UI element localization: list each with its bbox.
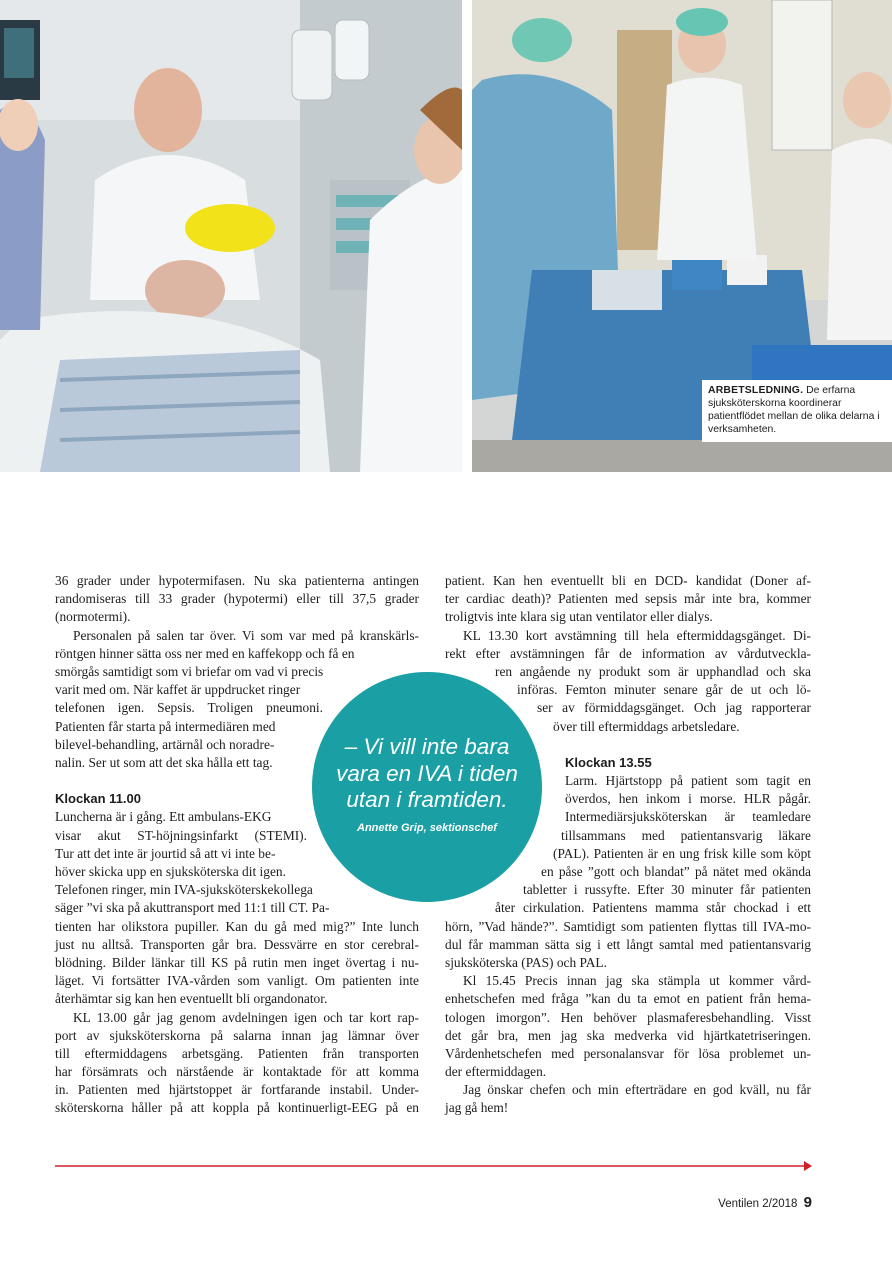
text-line: hörn, ”Vad hände?”. Samtidigt som patienten flyttas till IVA-mo- [445, 918, 811, 934]
text-line: in. Patienten med hjärtstoppet är fortfarande instabil. Under- [55, 1082, 419, 1098]
pull-quote-author: Annette Grip, sektionschef [357, 822, 497, 834]
text-line: (PAL). Patienten är en ung frisk kille som köpt [553, 845, 811, 861]
text-line: varit med om. När kaffet är uppdrucket ringer [55, 682, 301, 698]
text-line: Luncherna är i gång. Ett ambulans-EKG [55, 809, 272, 825]
text-line: visar akut ST-höjningsinfarkt (STEMI). [55, 827, 307, 843]
text-line: ter cardiac death)? Patienten med sepsis mår inte bra, kommer [445, 591, 811, 607]
text-line: tologen imorgon”. Hen behöver plasmaferesbehandling. Visst [445, 1009, 811, 1025]
text-line: Intermediärsjuksköterskan är teamledare [565, 809, 811, 825]
text-line: höver skicka upp en sjuksköterska dit igen. [55, 864, 286, 879]
text-line: bilevel-behandling, artärnål och noradre- [55, 736, 275, 752]
subhead-1355: Klockan 13.55 [565, 754, 652, 770]
text-line: Patienten får starta på intermediären med [55, 718, 276, 734]
text-line: KL 13.30 kort avstämning till hela eftermiddagsgänget. Di- [463, 627, 811, 643]
text-line: nalin. Ser ut som att det ska hålla ett tag. [55, 754, 273, 770]
footer [718, 1194, 812, 1211]
text-line: 36 grader under hypotermifasen. Nu ska patienterna antingen [55, 573, 419, 588]
text-line: återhämtar sig kan hen eventuellt bli organdonator. [55, 991, 328, 1007]
text-line: telefonen igen. Sepsis. Troligen pneumoni. [55, 700, 323, 716]
text-line: blödning. Bilder länkar till KS på rutin men inget övertag i nu- [55, 954, 419, 970]
text-line: läget. Vi fortsätter IVA-vården som vanligt. Om patienten inte [55, 973, 419, 989]
text-line: KL 13.00 går jag genom avdelningen igen och tar kort rap- [73, 1009, 419, 1025]
caption-lead: ARBETSLEDNING. [708, 385, 804, 396]
text-line: över till eftermiddags arbetsledare. [553, 718, 740, 734]
text-line: en påse ”gott och blandat” på nätet med okända [541, 864, 811, 879]
text-line: Tur att det inte är jourtid så att vi inte be- [55, 845, 276, 861]
text-line: Larm. Hjärtstopp på patient som tagit en [565, 773, 811, 789]
text-line: röntgen hinner sätta oss ner med en kaffekopp och få en [55, 645, 355, 661]
text-line: säger ”vi ska på akuttransport med 11:1 till CT. Pa- [55, 900, 330, 916]
text-line: har försämrats och närstående är kontaktade för att komma [55, 1064, 419, 1080]
caption-text: De erfarna sjuksköterskorna koordinerar patientflödet mellan de olika delarna i verksamheten. [708, 385, 880, 435]
text-line: rekt efter avstämningen får de information av vårdutveckla- [445, 645, 811, 661]
text-line: dul får mamman sätta sig i ett långt samtal med patientansvarig [445, 936, 811, 952]
page-number: 9 [803, 1194, 812, 1211]
text-line: troligtvis inte klara sig utan ventilator eller dialys. [445, 609, 713, 625]
photo-icu-bedside [0, 0, 462, 472]
publication-name: Ventilen 2/2018 [718, 1198, 798, 1210]
pull-quote-circle [312, 672, 542, 902]
text-line: till eftermiddagens arbetsgäng. Patienten från transporten [55, 1045, 419, 1061]
text-line: tillsammans med patientansvarig läkare [561, 827, 811, 843]
text-line: jag gå hem! [445, 1100, 509, 1116]
text-line: det går bra, men jag ska medverka vid hjärtkatetriseringen. [445, 1027, 811, 1043]
text-line: Personalen på salen tar över. Vi som var med på kranskärls- [73, 627, 419, 643]
text-line: enhetschefen med fråga ”kan du ta emot en patient från hema- [445, 991, 811, 1007]
photo-icu-bedside-illustration [0, 0, 462, 472]
text-line: Vårdenhetschefen med personalansvar för lösa problemet un- [445, 1045, 811, 1061]
text-line: (normotermi). [55, 609, 131, 625]
text-line: införas. Femton minuter senare går de ut och lö- [517, 682, 811, 698]
subhead-1100: Klockan 11.00 [55, 791, 141, 807]
pull-quote-text: – Vi vill inte bara vara en IVA i tiden utan i framtiden. [336, 734, 518, 812]
text-line: Kl 15.45 Precis innan jag ska stämpla ut kommer vård- [463, 973, 811, 989]
text-line: Jag önskar chefen och min efterträdare en god kväll, nu får [463, 1082, 811, 1098]
text-line: ren angående ny produkt som är upphandlad och ska [495, 663, 811, 679]
text-line: åter cirkulation. Patientens mamma står chockad i ett [495, 900, 811, 916]
text-line: tienten har olikstora pupiller. Kan du gå med mig?” Inte lunch [55, 918, 419, 934]
photo-caption [702, 380, 892, 442]
text-line: smörgås samtidigt som vi briefar om vad vi precis [55, 663, 324, 679]
text-line: sköterskorna håller på att koppla på kontinuerligt-EEG på en [55, 1100, 419, 1116]
text-line: tabletter i russyfte. Efter 30 minuter får patienten [523, 882, 811, 898]
text-line: ser av förmiddagsgänget. Och jag rapporterar [537, 700, 811, 716]
text-line: port av sjuksköterskorna på salarna innan jag lämnar över [55, 1027, 419, 1043]
text-line: överdos, hen inkom i morse. HLR pågår. [565, 791, 811, 807]
text-line: sjuksköterska (PAS) och PAL. [445, 954, 607, 970]
text-line: Telefonen ringer, min IVA-sjuksköterskekollega [55, 882, 313, 898]
text-line: randomiseras till 33 grader (hypotermi) eller till 37,5 grader [55, 591, 419, 607]
footer-rule-arrow [55, 1160, 812, 1172]
text-line: just nu alltså. Transporten går bra. Dessvärre en stor cerebral- [55, 936, 419, 952]
text-line: patient. Kan hen eventuellt bli en DCD- kandidat (Doner af- [445, 573, 811, 588]
text-line: der eftermiddagen. [445, 1064, 547, 1080]
